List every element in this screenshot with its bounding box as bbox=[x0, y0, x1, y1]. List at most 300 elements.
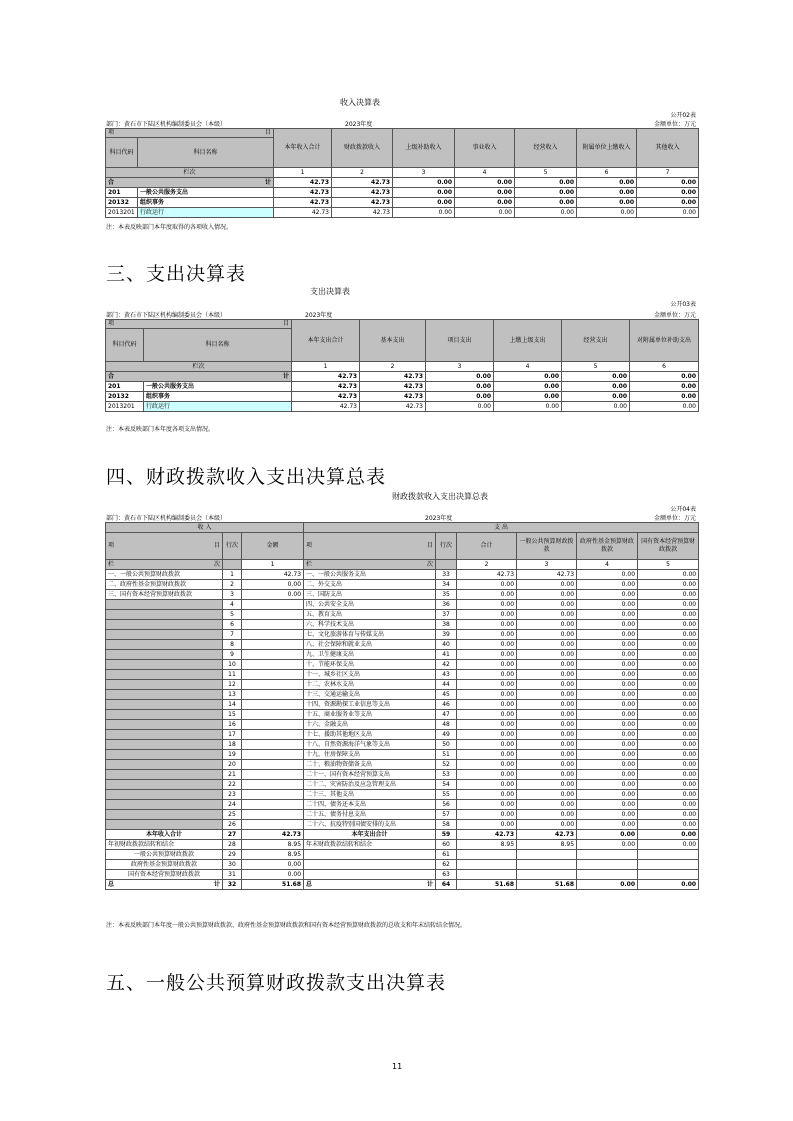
income-amount: 51.68 bbox=[242, 880, 304, 890]
col-header: 事业收入 bbox=[455, 129, 515, 168]
expense-amount: 42.73 bbox=[517, 830, 577, 840]
table-cell: 42.73 bbox=[274, 178, 332, 188]
subject-code: 201 bbox=[106, 382, 144, 392]
line-number: 30 bbox=[223, 860, 242, 870]
expense-amount bbox=[638, 860, 699, 870]
total-row bbox=[106, 830, 699, 840]
expense-amount: 0.00 bbox=[577, 820, 638, 830]
table-cell: 0.00 bbox=[393, 208, 455, 218]
line-number: 4 bbox=[223, 600, 242, 610]
expense-amount: 0.00 bbox=[517, 740, 577, 750]
table-cell: 0.00 bbox=[630, 372, 699, 382]
table-row bbox=[106, 740, 699, 750]
income-amount bbox=[242, 700, 304, 710]
income-item bbox=[106, 720, 223, 730]
expense-item: 十四、资源勘探工业信息等支出 bbox=[304, 700, 436, 710]
expense-amount: 8.95 bbox=[517, 840, 577, 850]
expense-item bbox=[304, 860, 436, 870]
line-number: 58 bbox=[436, 820, 457, 830]
expense-amount: 0.00 bbox=[638, 720, 699, 730]
line-number: 56 bbox=[436, 800, 457, 810]
expense-amount: 0.00 bbox=[577, 840, 638, 850]
t04-dept: 部门：黄石市下陆区机构编制委员会（本级） bbox=[106, 515, 227, 522]
income-item bbox=[106, 600, 223, 610]
expense-amount: 0.00 bbox=[638, 800, 699, 810]
expense-item: 二十六、抗疫特别国债安排的支出 bbox=[304, 820, 436, 830]
table-cell: 0.00 bbox=[494, 382, 562, 392]
col-header: 本年收入合计 bbox=[274, 129, 332, 168]
col-header: 财政拨款收入 bbox=[332, 129, 393, 168]
expense-amount: 0.00 bbox=[638, 600, 699, 610]
table-row bbox=[106, 780, 699, 790]
income-item: 二、政府性基金预算财政拨款 bbox=[106, 580, 223, 590]
lanci-label: 栏 次 bbox=[304, 560, 436, 570]
income-item: 年初财政拨款结转和结余 bbox=[106, 840, 223, 850]
line-number: 41 bbox=[436, 650, 457, 660]
xiang-mu-header: 项 目 bbox=[106, 533, 223, 560]
line-number: 40 bbox=[436, 640, 457, 650]
table-row bbox=[106, 700, 699, 710]
expense-item: 十三、交通运输支出 bbox=[304, 690, 436, 700]
t02-code: 公开02表 bbox=[670, 112, 696, 119]
col-number: 5 bbox=[562, 362, 630, 372]
expense-table bbox=[105, 319, 699, 412]
expense-amount: 0.00 bbox=[457, 640, 517, 650]
blank-cell bbox=[223, 560, 242, 570]
expense-amount: 0.00 bbox=[457, 600, 517, 610]
line-number: 5 bbox=[223, 610, 242, 620]
expense-amount: 0.00 bbox=[457, 590, 517, 600]
line-number: 17 bbox=[223, 730, 242, 740]
expense-amount: 0.00 bbox=[638, 760, 699, 770]
expense-amount: 0.00 bbox=[638, 580, 699, 590]
income-item bbox=[106, 780, 223, 790]
expense-amount: 0.00 bbox=[457, 820, 517, 830]
col-number: 2 bbox=[332, 168, 393, 178]
income-amount bbox=[242, 750, 304, 760]
line-no-header: 行次 bbox=[436, 533, 457, 560]
expense-item: 十一、城乡社区支出 bbox=[304, 670, 436, 680]
table-cell: 0.00 bbox=[426, 372, 494, 382]
expense-amount: 0.00 bbox=[638, 740, 699, 750]
expense-amount: 0.00 bbox=[457, 670, 517, 680]
expense-amount: 0.00 bbox=[577, 620, 638, 630]
line-number: 33 bbox=[436, 570, 457, 580]
line-number: 21 bbox=[223, 770, 242, 780]
expense-amount: 0.00 bbox=[577, 590, 638, 600]
table-row bbox=[106, 850, 699, 860]
line-number: 20 bbox=[223, 760, 242, 770]
table-cell: 0.00 bbox=[637, 208, 699, 218]
line-number: 1 bbox=[223, 570, 242, 580]
page-number: 11 bbox=[392, 1062, 403, 1071]
line-number: 7 bbox=[223, 630, 242, 640]
expense-amount: 0.00 bbox=[517, 720, 577, 730]
income-item bbox=[106, 770, 223, 780]
t03-note: 注：本表反映部门本年度各项支出情况。 bbox=[106, 426, 215, 433]
expense-item: 十五、商业服务业等支出 bbox=[304, 710, 436, 720]
expense-item: 三、国防支出 bbox=[304, 590, 436, 600]
line-number: 15 bbox=[223, 710, 242, 720]
expense-amount: 42.73 bbox=[457, 570, 517, 580]
expense-amount: 0.00 bbox=[638, 780, 699, 790]
code-header: 科目代码 bbox=[106, 138, 138, 168]
table-cell: 42.73 bbox=[292, 392, 360, 402]
expense-amount: 0.00 bbox=[577, 580, 638, 590]
expense-amount: 0.00 bbox=[638, 680, 699, 690]
line-number: 47 bbox=[436, 710, 457, 720]
expense-amount: 0.00 bbox=[577, 660, 638, 670]
expense-amount: 0.00 bbox=[517, 750, 577, 760]
table-row bbox=[106, 570, 699, 580]
table-row bbox=[106, 730, 699, 740]
table-row bbox=[106, 660, 699, 670]
income-item bbox=[106, 690, 223, 700]
expense-amount: 0.00 bbox=[457, 800, 517, 810]
col-number: 6 bbox=[630, 362, 699, 372]
line-number: 32 bbox=[223, 880, 242, 890]
income-amount bbox=[242, 600, 304, 610]
table-cell: 42.73 bbox=[360, 392, 426, 402]
expense-amount bbox=[577, 850, 638, 860]
income-item bbox=[106, 760, 223, 770]
subject-name: 组织事务 bbox=[138, 198, 274, 208]
col-header: 经营支出 bbox=[562, 320, 630, 362]
expense-amount: 0.00 bbox=[577, 650, 638, 660]
income-amount bbox=[242, 680, 304, 690]
col-header: 项目支出 bbox=[426, 320, 494, 362]
table-cell: 0.00 bbox=[630, 392, 699, 402]
t04-unit: 金额单位：万元 bbox=[653, 515, 696, 522]
line-number: 44 bbox=[436, 680, 457, 690]
line-number: 49 bbox=[436, 730, 457, 740]
table-row bbox=[106, 750, 699, 760]
table-row bbox=[106, 640, 699, 650]
expense-amount: 0.00 bbox=[457, 580, 517, 590]
expense-amount: 0.00 bbox=[517, 770, 577, 780]
income-item bbox=[106, 800, 223, 810]
table-row bbox=[106, 870, 699, 880]
expense-amount: 0.00 bbox=[638, 690, 699, 700]
lanci-label: 栏次 bbox=[106, 362, 292, 372]
t04-code: 公开04表 bbox=[670, 506, 696, 513]
expense-item: 二十一、国有资本经营预算支出 bbox=[304, 770, 436, 780]
expense-item: 十七、援助其他地区支出 bbox=[304, 730, 436, 740]
line-number: 8 bbox=[223, 640, 242, 650]
table-row bbox=[106, 820, 699, 830]
amount-header: 金额 bbox=[242, 533, 304, 560]
table-cell: 0.00 bbox=[562, 392, 630, 402]
grand-total-label: 总 计 bbox=[304, 880, 436, 890]
table-cell: 0.00 bbox=[577, 208, 637, 218]
t02-dept: 部门：黄石市下陆区机构编制委员会（本级） bbox=[106, 121, 227, 128]
line-number: 51 bbox=[436, 750, 457, 760]
total-row bbox=[106, 372, 699, 382]
expense-amount: 0.00 bbox=[517, 690, 577, 700]
income-amount: 0.00 bbox=[242, 580, 304, 590]
expense-amount: 0.00 bbox=[577, 710, 638, 720]
table-cell: 42.73 bbox=[332, 208, 393, 218]
line-number: 12 bbox=[223, 680, 242, 690]
expense-amount: 0.00 bbox=[577, 770, 638, 780]
expense-amount: 0.00 bbox=[517, 620, 577, 630]
expense-amount: 0.00 bbox=[457, 780, 517, 790]
expense-amount bbox=[577, 860, 638, 870]
table-cell: 42.73 bbox=[274, 198, 332, 208]
income-item bbox=[106, 790, 223, 800]
expense-amount: 0.00 bbox=[517, 610, 577, 620]
subject-name: 组织事务 bbox=[144, 392, 292, 402]
t02-year: 2023年度 bbox=[345, 121, 373, 128]
income-item: 一、一般公共预算财政拨款 bbox=[106, 570, 223, 580]
expense-item: 十九、住房保障支出 bbox=[304, 750, 436, 760]
income-amount: 42.73 bbox=[242, 830, 304, 840]
table-cell: 0.00 bbox=[562, 402, 630, 412]
lanci-label: 栏 次 bbox=[106, 560, 223, 570]
line-number: 52 bbox=[436, 760, 457, 770]
expense-amount: 0.00 bbox=[577, 700, 638, 710]
expense-amount: 51.68 bbox=[517, 880, 577, 890]
col-header: 国有资本经营预算财政拨款 bbox=[638, 533, 699, 560]
line-number: 27 bbox=[223, 830, 242, 840]
col-number: 1 bbox=[292, 362, 360, 372]
t02-title: 收入决算表 bbox=[340, 98, 380, 107]
col-header: 合计 bbox=[457, 533, 517, 560]
table-row bbox=[106, 610, 699, 620]
line-number: 9 bbox=[223, 650, 242, 660]
expense-amount: 0.00 bbox=[638, 820, 699, 830]
line-number: 43 bbox=[436, 670, 457, 680]
expense-item: 二十四、债务还本支出 bbox=[304, 800, 436, 810]
t03-title: 支出决算表 bbox=[310, 287, 350, 296]
t03-code: 公开03表 bbox=[670, 301, 696, 308]
table-row bbox=[106, 680, 699, 690]
income-item: 三、国有资本经营预算财政拨款 bbox=[106, 590, 223, 600]
income-item bbox=[106, 700, 223, 710]
expense-item: 四、公共安全支出 bbox=[304, 600, 436, 610]
expense-amount: 0.00 bbox=[638, 610, 699, 620]
income-amount bbox=[242, 730, 304, 740]
table-row bbox=[106, 860, 699, 870]
name-header: 科目名称 bbox=[144, 329, 292, 362]
expense-amount bbox=[517, 860, 577, 870]
income-amount: 42.73 bbox=[242, 570, 304, 580]
expense-amount: 0.00 bbox=[577, 800, 638, 810]
col-number: 4 bbox=[494, 362, 562, 372]
expense-amount: 0.00 bbox=[517, 670, 577, 680]
t02-unit: 金额单位：万元 bbox=[653, 121, 696, 128]
line-number: 48 bbox=[436, 720, 457, 730]
table-cell: 0.00 bbox=[577, 198, 637, 208]
t04-year: 2023年度 bbox=[425, 515, 453, 522]
table-cell: 0.00 bbox=[393, 198, 455, 208]
table-cell: 0.00 bbox=[455, 198, 515, 208]
income-amount bbox=[242, 620, 304, 630]
expense-item: 八、社会保障和就业支出 bbox=[304, 640, 436, 650]
table-cell: 0.00 bbox=[637, 198, 699, 208]
table-cell: 0.00 bbox=[426, 402, 494, 412]
expense-item: 二十二、灾害防治及应急管理支出 bbox=[304, 780, 436, 790]
line-number: 55 bbox=[436, 790, 457, 800]
expense-amount: 51.68 bbox=[457, 880, 517, 890]
expense-item bbox=[304, 850, 436, 860]
expense-amount: 0.00 bbox=[457, 730, 517, 740]
income-amount: 0.00 bbox=[242, 590, 304, 600]
expense-amount: 0.00 bbox=[457, 660, 517, 670]
expense-amount: 0.00 bbox=[638, 670, 699, 680]
line-number: 53 bbox=[436, 770, 457, 780]
blank-cell bbox=[436, 560, 457, 570]
expense-amount: 0.00 bbox=[638, 650, 699, 660]
line-number: 62 bbox=[436, 860, 457, 870]
income-amount: 8.95 bbox=[242, 850, 304, 860]
line-no-header: 行次 bbox=[223, 533, 242, 560]
table-cell: 0.00 bbox=[455, 178, 515, 188]
code-header: 科目代码 bbox=[106, 329, 144, 362]
expense-amount: 0.00 bbox=[638, 640, 699, 650]
line-number: 10 bbox=[223, 660, 242, 670]
line-number: 38 bbox=[436, 620, 457, 630]
income-amount bbox=[242, 660, 304, 670]
table-cell: 42.73 bbox=[274, 208, 332, 218]
income-item bbox=[106, 810, 223, 820]
expense-amount: 0.00 bbox=[577, 750, 638, 760]
subject-name: 一般公共服务支出 bbox=[144, 382, 292, 392]
xiang-mu-header: 项 目 bbox=[106, 320, 292, 329]
income-amount bbox=[242, 820, 304, 830]
income-amount bbox=[242, 720, 304, 730]
table-cell: 0.00 bbox=[393, 178, 455, 188]
expense-amount: 0.00 bbox=[577, 670, 638, 680]
line-number: 63 bbox=[436, 870, 457, 880]
expense-amount: 0.00 bbox=[457, 790, 517, 800]
line-number: 45 bbox=[436, 690, 457, 700]
col-header: 对附属单位补助支出 bbox=[630, 320, 699, 362]
income-amount bbox=[242, 690, 304, 700]
income-amount bbox=[242, 770, 304, 780]
table-cell: 42.73 bbox=[332, 178, 393, 188]
expense-amount: 0.00 bbox=[517, 600, 577, 610]
table-cell: 0.00 bbox=[577, 188, 637, 198]
table-row bbox=[106, 800, 699, 810]
expense-amount: 0.00 bbox=[517, 580, 577, 590]
col-number: 3 bbox=[517, 560, 577, 570]
col-number: 4 bbox=[455, 168, 515, 178]
t03-unit: 金额单位：万元 bbox=[653, 312, 696, 319]
line-number: 37 bbox=[436, 610, 457, 620]
table-cell: 42.73 bbox=[292, 382, 360, 392]
expense-amount: 0.00 bbox=[517, 650, 577, 660]
table-cell: 0.00 bbox=[393, 188, 455, 198]
line-number: 57 bbox=[436, 810, 457, 820]
expense-amount: 0.00 bbox=[638, 590, 699, 600]
table-cell: 42.73 bbox=[332, 198, 393, 208]
expense-amount: 0.00 bbox=[638, 770, 699, 780]
expense-amount: 0.00 bbox=[638, 620, 699, 630]
expense-amount: 0.00 bbox=[457, 720, 517, 730]
table-row bbox=[106, 760, 699, 770]
expense-item bbox=[304, 870, 436, 880]
expense-amount: 0.00 bbox=[577, 790, 638, 800]
expense-amount: 0.00 bbox=[638, 710, 699, 720]
table-row bbox=[106, 382, 699, 392]
line-number: 54 bbox=[436, 780, 457, 790]
table-cell: 0.00 bbox=[637, 178, 699, 188]
line-number: 64 bbox=[436, 880, 457, 890]
table-cell: 42.73 bbox=[360, 372, 426, 382]
table-cell: 42.73 bbox=[292, 372, 360, 382]
expense-amount: 0.00 bbox=[577, 570, 638, 580]
table-cell: 0.00 bbox=[455, 208, 515, 218]
table-cell: 0.00 bbox=[515, 178, 577, 188]
income-amount bbox=[242, 810, 304, 820]
income-item: 国有资本经营预算财政拨款 bbox=[106, 870, 223, 880]
line-number: 14 bbox=[223, 700, 242, 710]
xiang-mu-header: 项 目 bbox=[106, 129, 274, 138]
expense-amount bbox=[517, 850, 577, 860]
table-row bbox=[106, 392, 699, 402]
expense-amount: 0.00 bbox=[638, 660, 699, 670]
expense-amount bbox=[457, 870, 517, 880]
col-number: 1 bbox=[274, 168, 332, 178]
subject-name: 行政运行 bbox=[138, 208, 274, 218]
line-number: 25 bbox=[223, 810, 242, 820]
expense-amount: 0.00 bbox=[457, 650, 517, 660]
expense-amount: 0.00 bbox=[577, 680, 638, 690]
table-cell: 0.00 bbox=[562, 372, 630, 382]
expense-item: 五、教育支出 bbox=[304, 610, 436, 620]
table-row bbox=[106, 208, 699, 218]
income-item bbox=[106, 820, 223, 830]
expense-amount: 0.00 bbox=[457, 770, 517, 780]
expense-amount: 0.00 bbox=[457, 630, 517, 640]
col-number: 3 bbox=[393, 168, 455, 178]
expense-amount: 0.00 bbox=[517, 710, 577, 720]
table-cell: 0.00 bbox=[426, 392, 494, 402]
table-row bbox=[106, 402, 699, 412]
line-number: 42 bbox=[436, 660, 457, 670]
income-amount bbox=[242, 740, 304, 750]
income-item bbox=[106, 710, 223, 720]
income-total-label: 本年收入合计 bbox=[106, 830, 223, 840]
table-cell: 0.00 bbox=[426, 382, 494, 392]
total-label: 合 计 bbox=[106, 178, 274, 188]
table-cell: 0.00 bbox=[562, 382, 630, 392]
expense-amount: 0.00 bbox=[457, 700, 517, 710]
income-item bbox=[106, 680, 223, 690]
col-header: 本年支出合计 bbox=[292, 320, 360, 362]
total-row bbox=[106, 178, 699, 188]
col-header: 上级补助收入 bbox=[393, 129, 455, 168]
income-group-header: 收 入 bbox=[106, 523, 304, 533]
table-row bbox=[106, 580, 699, 590]
expense-amount: 42.73 bbox=[517, 570, 577, 580]
table-cell: 42.73 bbox=[360, 402, 426, 412]
expense-amount: 0.00 bbox=[517, 790, 577, 800]
line-number: 2 bbox=[223, 580, 242, 590]
col-number: 3 bbox=[426, 362, 494, 372]
xiang-mu-header: 项 目 bbox=[304, 533, 436, 560]
expense-amount: 0.00 bbox=[638, 700, 699, 710]
expense-amount bbox=[457, 860, 517, 870]
expense-amount: 0.00 bbox=[457, 690, 517, 700]
table-row bbox=[106, 690, 699, 700]
table-row bbox=[106, 790, 699, 800]
line-number: 35 bbox=[436, 590, 457, 600]
expense-amount: 0.00 bbox=[577, 780, 638, 790]
expense-amount: 0.00 bbox=[457, 750, 517, 760]
expense-item: 十二、农林水支出 bbox=[304, 680, 436, 690]
